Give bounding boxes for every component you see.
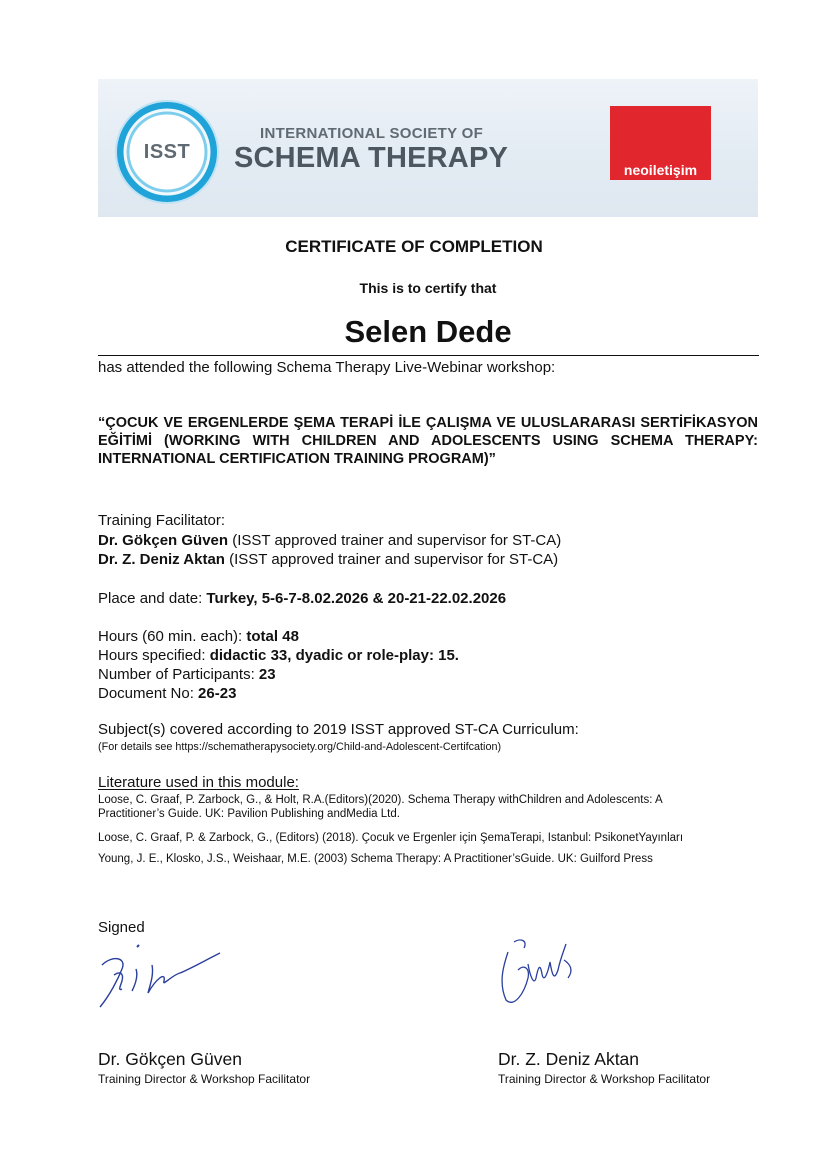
hours-specified [98,647,459,664]
recipient-name: Selen Dede [344,314,512,349]
signature-right-role: Training Director & Workshop Facilitator [498,1072,711,1086]
literature-item: Young, J. E., Klosko, J.S., Weishaar, M.E. (2003) Schema Therapy: A Practitioner’sGuide. UK: Guilford Press [98,853,653,865]
participants-label: Number of Participants: [98,666,259,683]
facilitator-2-name: Dr. Z. Deniz Aktan [98,551,225,568]
literature-heading [98,774,299,791]
signature-left-name: Dr. Gökçen Güven [98,1049,242,1069]
signature-right-name: Dr. Z. Deniz Aktan [498,1049,640,1069]
certify-line: This is to certify that [359,280,497,296]
hours-specified-value: didactic 33, dyadic or role-play: 15. [209,647,459,664]
facilitator-1-name: Dr. Gökçen Güven [98,532,229,549]
document-label: Document No: [98,685,199,702]
literature-item: Loose, C. Graaf, P. Zarbock, G., & Holt, R.A.(Editors)(2020). Schema Therapy withChildren and Adolescents: A [98,794,663,806]
participants-value: 23 [258,666,276,683]
name-underline [98,355,759,356]
isst-logo [112,97,222,207]
facilitator-heading: Training Facilitator: [98,512,225,529]
header-banner [98,79,758,217]
society-name-line2: SCHEMA THERAPY [234,142,509,174]
literature-item: Loose, C. Graaf, P. & Zarbock, G., (Editors) (2018). Çocuk ve Ergenler için ŞemaTerapi, Istanbul: PsikonetYayınları [98,832,684,844]
facilitator-1 [98,532,561,549]
participants [98,666,276,683]
hours-total-value: total 48 [246,628,299,645]
signature-left-image [92,935,232,1015]
partner-logo-text: neoiletişim [623,162,698,178]
facilitator-2 [98,551,558,568]
place-date [98,590,506,607]
facilitator-1-role: (ISST approved trainer and supervisor for ST-CA) [228,532,562,549]
place-value: Turkey, 5-6-7-8.02.2026 & 20-21-22.02.2026 [206,590,507,607]
facilitator-2-role: (ISST approved trainer and supervisor for ST-CA) [224,551,559,568]
hours-total [98,628,299,645]
document-no [98,685,236,702]
signed-label: Signed [98,919,145,936]
signature-right-image [494,934,584,1010]
literature-item: Practitioner’s Guide. UK: Pavilion Publishing andMedia Ltd. [98,808,400,820]
place-label: Place and date: [98,590,207,607]
hours-specified-label: Hours specified: [98,647,210,664]
literature-heading-text: Literature used in this module: [98,774,299,791]
isst-abbrev: ISST [143,140,191,163]
society-name-line1: INTERNATIONAL SOCIETY OF [260,125,484,142]
hours-total-label: Hours (60 min. each): [98,628,247,645]
certificate-title: CERTIFICATE OF COMPLETION [285,237,543,256]
subjects-details: (For details see https://schematherapysociety.org/Child-and-Adolescent-Certifcation) [98,741,502,753]
subjects-line: Subject(s) covered according to 2019 ISST approved ST-CA Curriculum: [98,721,579,738]
signature-left-role: Training Director & Workshop Facilitator [98,1072,311,1086]
workshop-title: “ÇOCUK VE ERGENLERDE ŞEMA TERAPİ İLE ÇALIŞMA VE ULUSLARARASI SERTİFİKASYON EĞİTİMİ (WORKING WITH CHILDREN AND ADOLESCENTS USING SCHEMA THERAPY: INTERNATIONAL CERTIFICATION TRAINING PROGRAM)” [98,415,758,467]
document-value: 26-23 [198,685,237,702]
attended-line: has attended the following Schema Therapy Live-Webinar workshop: [98,359,556,376]
